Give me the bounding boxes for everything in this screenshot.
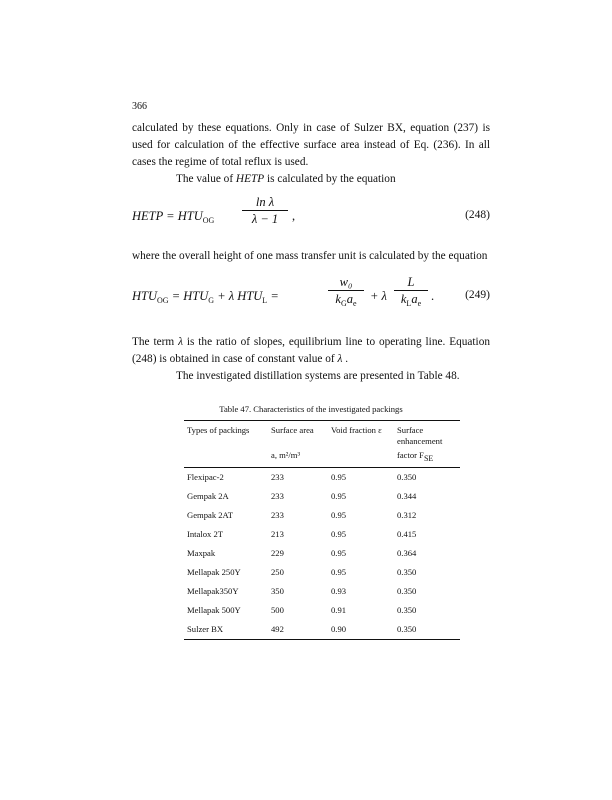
cell-void-fraction: 0.95	[331, 529, 347, 539]
equation-249-fraction-2: L $k_La_e$	[394, 276, 428, 311]
equation-249-fraction-1: w₀ $k_Ga_e$	[328, 276, 364, 311]
table-caption: Table 47. Characteristics of the investigated packings	[219, 404, 403, 414]
cell-surface-enhancement: 0.312	[397, 510, 417, 520]
header-surface-enhancement-factor: factor $F_{SE}$	[394, 448, 460, 468]
cell-packing-type: Flexipac-2	[187, 472, 224, 482]
cell-surface-enhancement: 0.344	[397, 491, 417, 501]
equation-249: $HTU_{OG} = HTU_G + \lambda$ $HTU_L$ = w₀ $k_Ga_e$ + λ L $k_La_e$ . (249)	[132, 276, 490, 316]
cell-void-fraction: 0.95	[331, 510, 347, 520]
paragraph-1	[132, 120, 490, 188]
cell-void-fraction: 0.95	[331, 548, 347, 558]
cell-packing-type: Mellapak 500Y	[187, 605, 241, 615]
cell-surface-area: 233	[271, 491, 284, 501]
cell-surface-area: 492	[268, 620, 328, 640]
equation-248: HETP = $HTU_{OG}$ $\frac{\text{ln λ}}{\lambda - 1}$ , (248)	[132, 195, 490, 226]
lambda-symbol: λ	[337, 353, 343, 365]
cell-void-fraction: 0.95	[331, 491, 347, 501]
cell-surface-enhancement: 0.364	[397, 548, 417, 558]
paragraph-1-text: calculated by these equations. Only in case of Sulzer BX, equation (237) is used for calculation of the effective surface area instead of Eq. (236). In all cases the regime of total reflux is used.	[132, 122, 490, 168]
paragraph-1-line-hetp: The value of HETP is calculated by the equation	[176, 173, 396, 185]
cell-void-fraction: 0.90	[328, 620, 394, 640]
table-row	[184, 468, 460, 488]
equation-249-lhs: $HTU_{OG} = HTU_G + \lambda$ $HTU_L$ =	[132, 289, 279, 305]
header-packing-type: Types of packings	[184, 421, 268, 449]
paragraph-3: The term λ is the ratio of slopes, equilibrium line to operating line. Equation (248) is obtained in case of constant value of λ . The investigated distillation systems are presented in Table 48.	[132, 334, 490, 385]
cell-surface-area: 250	[271, 567, 284, 577]
cell-surface-enhancement: 0.350	[397, 605, 417, 615]
header-surface-enhancement: Surface enhancement	[394, 421, 460, 449]
cell-surface-area: 233	[271, 510, 284, 520]
cell-packing-type: Gempak 2A	[187, 491, 229, 501]
cell-surface-area: 229	[271, 548, 284, 558]
page-number: 366	[132, 101, 147, 112]
cell-surface-area: 233	[271, 472, 284, 482]
table-row	[184, 601, 460, 620]
table-row	[184, 506, 460, 525]
table-header-row	[184, 421, 460, 449]
cell-surface-enhancement: 0.415	[397, 529, 417, 539]
equation-number-248: (248)	[465, 209, 490, 221]
cell-packing-type: Mellapak 250Y	[187, 567, 241, 577]
cell-surface-area: 213	[271, 529, 284, 539]
cell-void-fraction: 0.91	[331, 605, 347, 615]
equation-248-fraction: $\frac{\text{ln λ}}{\lambda - 1}$	[242, 196, 288, 226]
cell-packing-type: Mellapak350Y	[187, 586, 239, 596]
header-void-fraction: Void fraction ε	[328, 421, 394, 449]
table-header-row-2	[184, 448, 460, 468]
cell-packing-type: Intalox 2T	[187, 529, 224, 539]
cell-void-fraction: 0.93	[331, 586, 347, 596]
cell-void-fraction: 0.95	[331, 567, 347, 577]
paragraph-2: where the overall height of one mass transfer unit is calculated by the equation	[132, 250, 488, 262]
equation-248-lhs: HETP = $HTU_{OG}$	[132, 209, 215, 225]
header-surface-area-unit: a, m²/m³	[268, 448, 328, 468]
hetp-term: HETP	[235, 173, 265, 185]
cell-void-fraction: 0.95	[331, 472, 347, 482]
cell-surface-enhancement: 0.350	[397, 586, 417, 596]
table-row	[184, 525, 460, 544]
table-row	[184, 544, 460, 563]
table-row	[184, 620, 460, 640]
table-row	[184, 487, 460, 506]
cell-packing-type: Gempak 2AT	[187, 510, 234, 520]
cell-packing-type: Maxpak	[187, 548, 216, 558]
cell-surface-area: 350	[271, 586, 284, 596]
cell-surface-enhancement: 0.350	[397, 567, 417, 577]
table-row	[184, 563, 460, 582]
table-row	[184, 582, 460, 601]
equation-number-249: (249)	[465, 289, 490, 301]
lambda-symbol: λ	[178, 336, 183, 348]
cell-surface-enhancement: 0.350	[394, 620, 460, 640]
packings-table	[184, 420, 460, 640]
paragraph-3-line-table-ref: The investigated distillation systems are presented in Table 48.	[176, 370, 460, 382]
cell-surface-enhancement: 0.350	[397, 472, 417, 482]
table-body	[184, 468, 460, 640]
cell-surface-area: 500	[271, 605, 284, 615]
cell-packing-type: Sulzer BX	[184, 620, 268, 640]
header-surface-area: Surface area	[268, 421, 328, 449]
